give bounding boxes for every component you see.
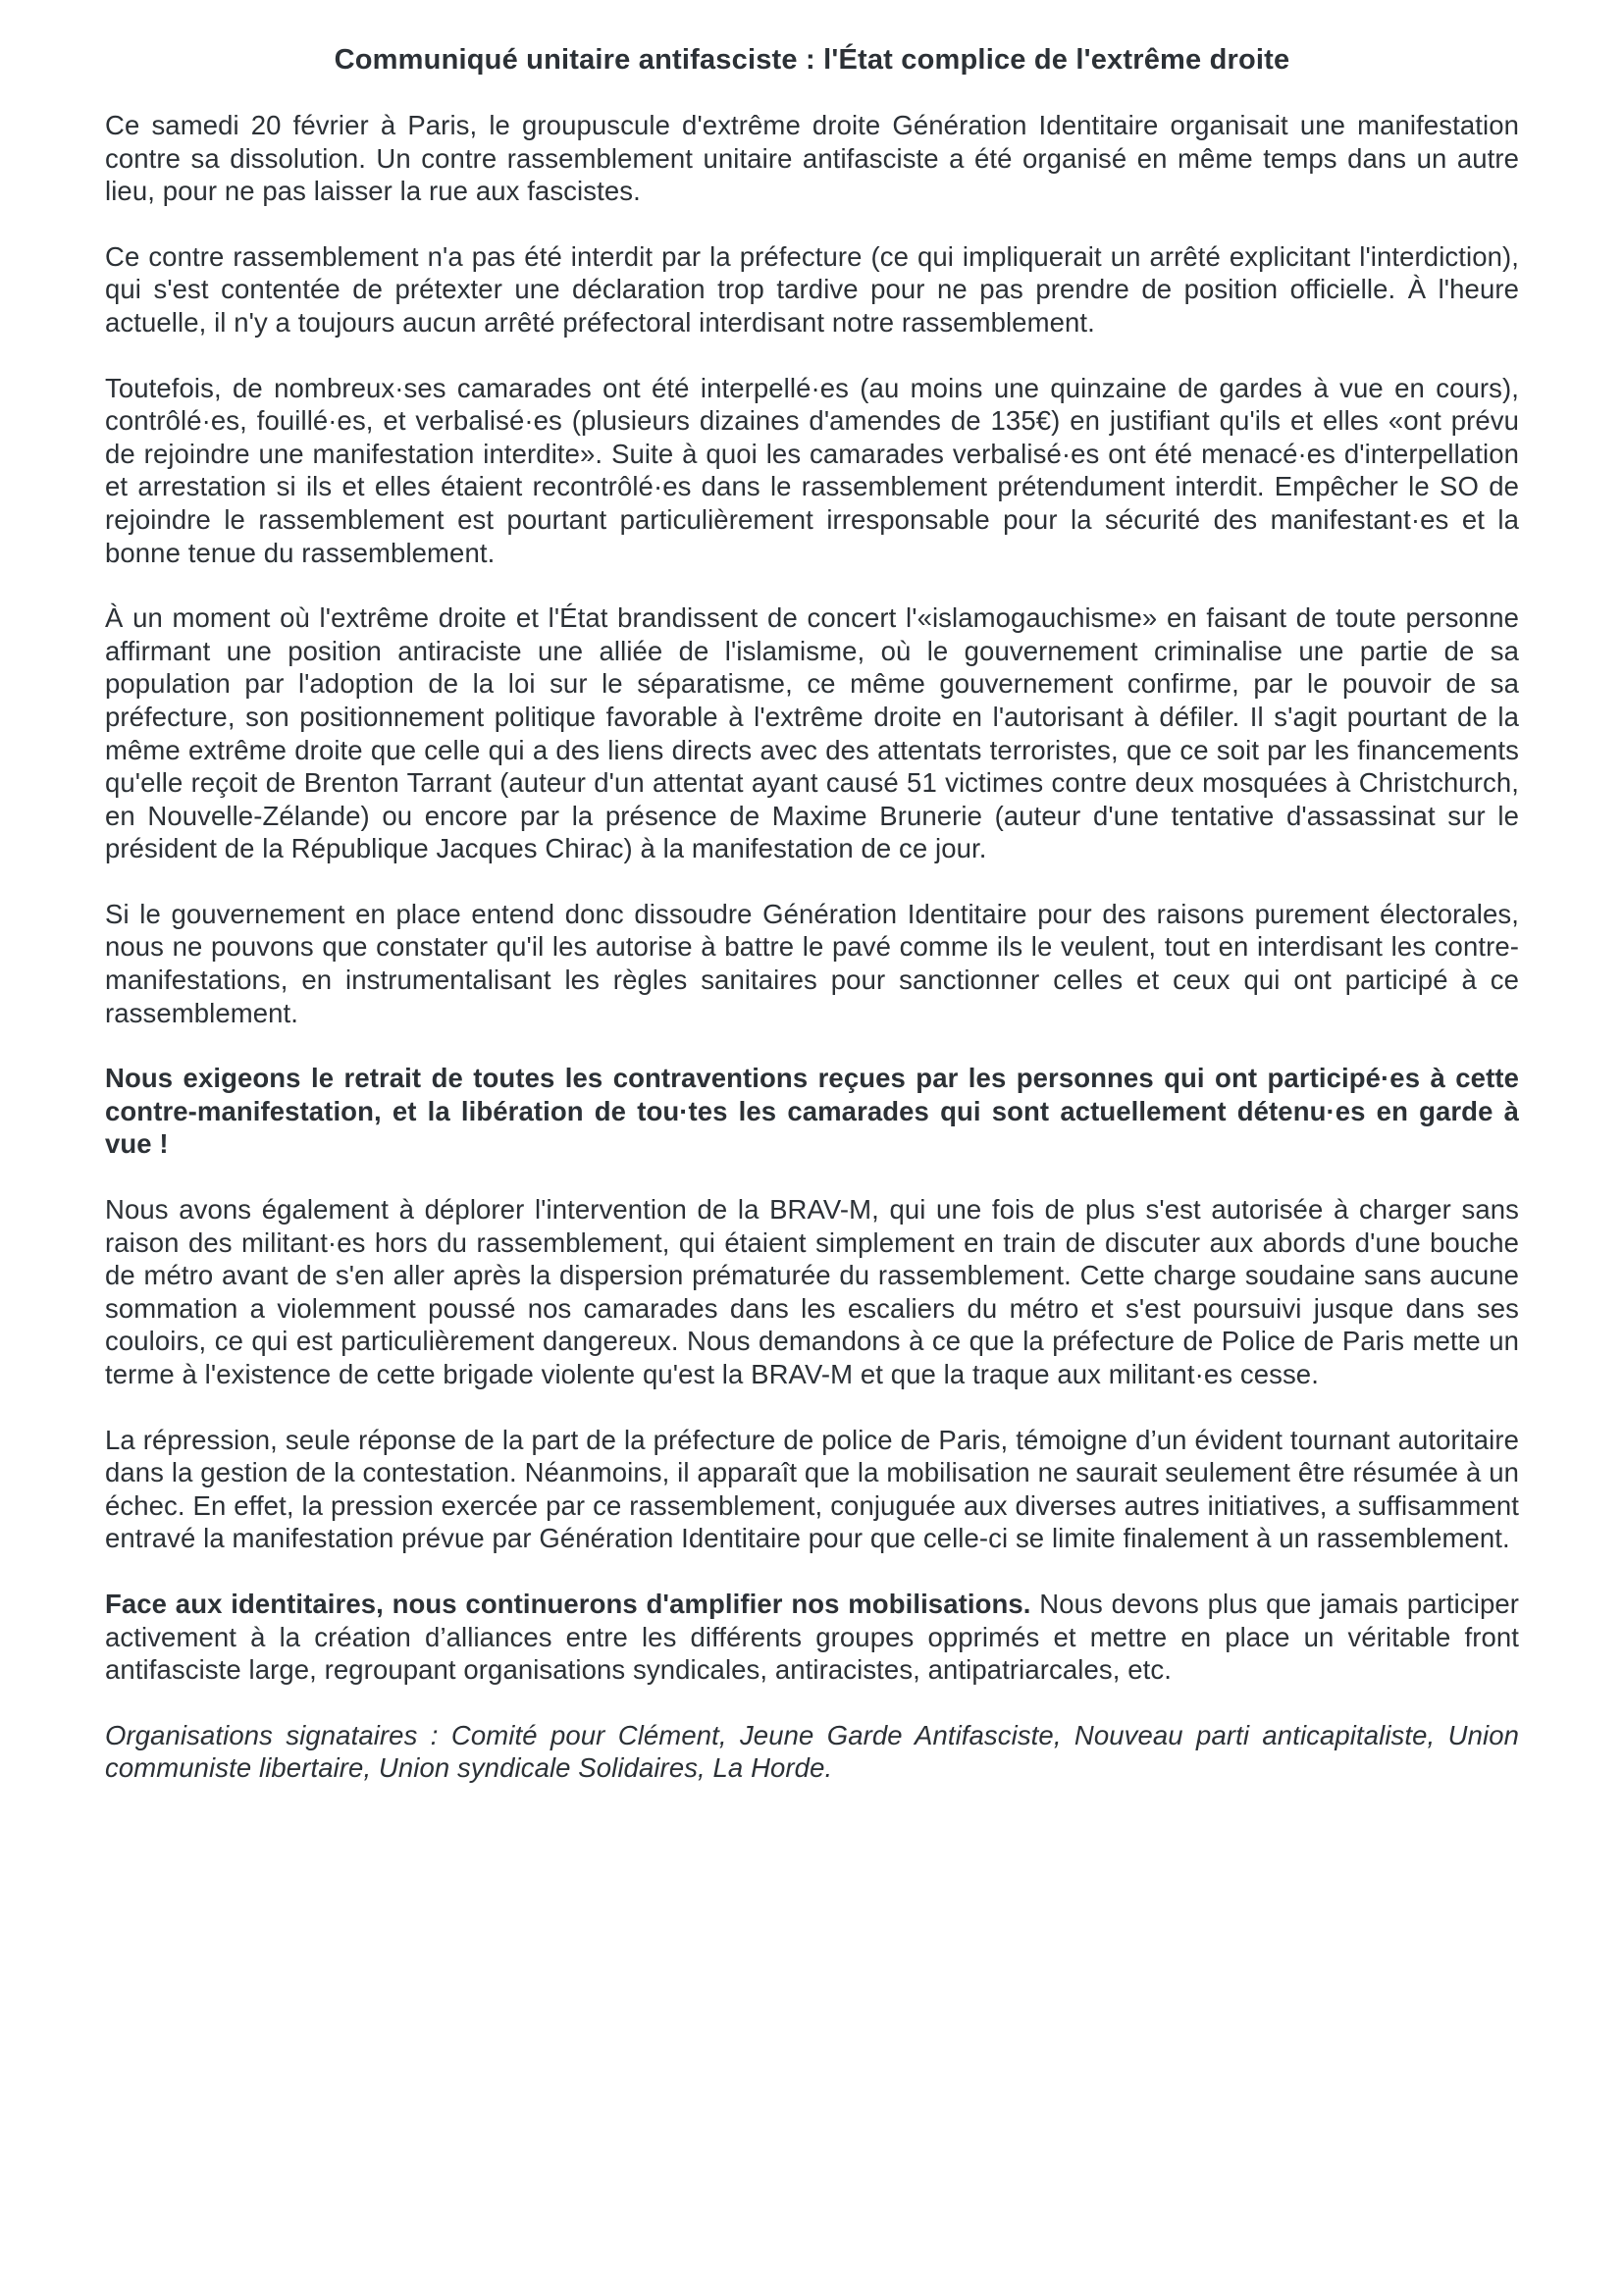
paragraph-brav-m: Nous avons également à déplorer l'intervention de la BRAV-M, qui une fois de plus s'est autorisée à charger sans raison des militant·es hors du rassemblement, qui étaient simplement en train de discuter aux abords d'une bouche de métro avant de s'en aller après la dispersion prématurée du rassemblement. Cette charge soudaine sans aucune sommation a violemment poussé nos camarades dans les escaliers du métro et s'est poursuivi jusque dans ses couloirs, ce qui est particulièrement dangereux. Nous demandons à ce que la préfecture de Police de Paris mette un terme à l'existence de cette brigade violente qu'est la BRAV-M et que la traque aux militant·es cesse.	[105, 1194, 1519, 1389]
document-title: Communiqué unitaire antifasciste : l'État complice de l'extrême droite	[334, 44, 1290, 76]
paragraph-mobilisations-lead: Face aux identitaires, nous continuerons d'amplifier nos mobilisations.	[105, 1588, 1031, 1619]
paragraph-exigences: Nous exigeons le retrait de toutes les contraventions reçues par les personnes qui ont participé·es à cette contre-manifestation, et la libération de tou·tes les camarades qui sont actuellement détenu·es en garde à vue !	[105, 1063, 1519, 1160]
document-page	[105, 0, 1519, 1785]
paragraph-repression: La répression, seule réponse de la part de la préfecture de police de Paris, témoigne d’un évident tournant autoritaire dans la gestion de la contestation. Néanmoins, il apparaît que la mobilisation ne saurait seulement être résumée à un échec. En effet, la pression exercée par ce rassemblement, conjuguée aux diverses autres initiatives, a suffisamment entravé la manifestation prévue par Génération Identitaire pour que celle-ci se limite finalement à un rassemblement.	[105, 1424, 1519, 1554]
paragraph-intro: Ce samedi 20 février à Paris, le groupuscule d'extrême droite Génération Identitaire organisait une manifestation contre sa dissolution. Un contre rassemblement unitaire antifasciste a été organisé en même temps dans un autre lieu, pour ne pas laisser la rue aux fascistes.	[105, 110, 1519, 207]
paragraph-signataires: Organisations signataires : Comité pour Clément, Jeune Garde Antifasciste, Nouveau parti anticapitaliste, Union communiste libertaire, Union syndicale Solidaires, La Horde.	[105, 1719, 1519, 1784]
paragraph-interpellations: Toutefois, de nombreux·ses camarades ont été interpellé·es (au moins une quinzaine de gardes à vue en cours), contrôlé·es, fouillé·es, et verbalisé·es (plusieurs dizaines d'amendes de 135€) en justifiant qu'ils et elles «ont prévu de rejoindre une manifestation interdite». Suite à quoi les camarades verbalisé·es ont été menacé·es d'interpellation et arrestation si ils et elles étaient recontrôlé·es dans le rassemblement prétendument interdit. Empêcher le SO de rejoindre le rassemblement est pourtant particulièrement irresponsable pour la sécurité des manifestant·es et la bonne tenue du rassemblement.	[105, 372, 1519, 568]
paragraph-mobilisations-rest: Nous devons plus que jamais participer activement à la création d’alliances entre les différents groupes opprimés et mettre en place un véritable front antifasciste large, regroupant organisations syndicales, antiracistes, antipatriarcales, etc.	[105, 1588, 1519, 1686]
paragraph-islamogauchisme: À un moment où l'extrême droite et l'État brandissent de concert l'«islamogauchisme» en faisant de toute personne affirmant une position antiraciste une alliée de l'islamisme, où le gouvernement criminalise une partie de sa population par l'adoption de la loi sur le séparatisme, ce même gouvernement confirme, par le pouvoir de sa préfecture, son positionnement politique favorable à l'extrême droite en l'autorisant à défiler. Il s'agit pourtant de la même extrême droite que celle qui a des liens directs avec des attentats terroristes, que ce soit par les financements qu'elle reçoit de Brenton Tarrant (auteur d'un attentat ayant causé 51 victimes contre deux mosquées à Christchurch, en Nouvelle-Zélande) ou encore par la présence de Maxime Brunerie (auteur d'une tentative d'assassinat sur le président de la République Jacques Chirac) à la manifestation de ce jour.	[105, 602, 1519, 864]
paragraph-prefecture: Ce contre rassemblement n'a pas été interdit par la préfecture (ce qui impliquerait un arrêté explicitant l'interdiction), qui s'est contentée de prétexter une déclaration trop tardive pour ne pas prendre de position officielle. À l'heure actuelle, il n'y a toujours aucun arrêté préfectoral interdisant notre rassemblement.	[105, 240, 1519, 338]
paragraph-gouvernement: Si le gouvernement en place entend donc dissoudre Génération Identitaire pour des raisons purement électorales, nous ne pouvons que constater qu'il les autorise à battre le pavé comme ils le veulent, tout en interdisant les contre-manifestations, en instrumentalisant les règles sanitaires pour sanctionner celles et ceux qui ont participé à ce rassemblement.	[105, 898, 1519, 1028]
paragraph-mobilisations	[105, 1588, 1519, 1687]
